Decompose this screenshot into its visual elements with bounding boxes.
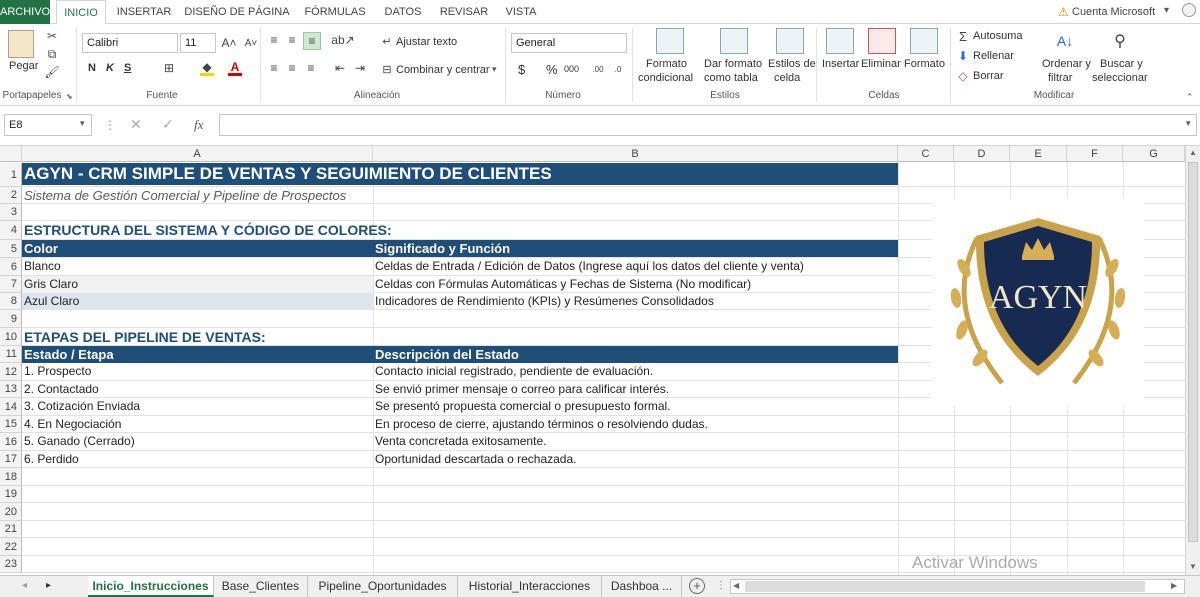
stage-description-cell: Se envió primer mensaje o correo para calificar interés. bbox=[375, 382, 670, 396]
sheet-tab-pipeline[interactable]: Pipeline_Oportunidades bbox=[308, 576, 458, 597]
paste-button[interactable]: Pegar bbox=[9, 60, 39, 72]
tab-home[interactable]: INICIO bbox=[56, 0, 106, 25]
format-table-label-2[interactable]: como tabla bbox=[704, 72, 758, 84]
sheet-tabs bbox=[0, 575, 1200, 597]
font-size-select[interactable]: 11 bbox=[180, 33, 216, 53]
percent-button[interactable]: % bbox=[546, 62, 558, 77]
group-clipboard: Portapapeles bbox=[2, 90, 62, 101]
borders-icon[interactable]: ⊞ bbox=[163, 61, 175, 75]
row-header[interactable]: 14 bbox=[0, 398, 22, 416]
scroll-right-icon[interactable]: ▶ bbox=[1171, 581, 1178, 590]
delete-cells-button[interactable]: Eliminar bbox=[861, 58, 901, 70]
format-cells-icon[interactable] bbox=[910, 28, 938, 54]
cancel-icon[interactable]: ✕ bbox=[130, 116, 142, 132]
eraser-icon[interactable]: ◇ bbox=[958, 69, 968, 83]
scroll-left-icon[interactable]: ◀ bbox=[733, 581, 740, 590]
find-label-1[interactable]: Buscar y bbox=[1100, 58, 1143, 70]
row-header[interactable]: 10 bbox=[0, 328, 22, 346]
stage-name-cell: 6. Perdido bbox=[24, 452, 79, 466]
row-header[interactable]: 18 bbox=[0, 468, 22, 486]
row-header[interactable]: 12 bbox=[0, 363, 22, 381]
account-link[interactable]: Cuenta Microsoft bbox=[1072, 6, 1156, 18]
dialog-launcher-icon[interactable]: ⬊ bbox=[66, 92, 73, 101]
sheet-tab-clients[interactable]: Base_Clientes bbox=[214, 576, 308, 597]
tab-data[interactable]: DATOS bbox=[384, 6, 422, 18]
row-header[interactable]: 11 bbox=[0, 346, 22, 363]
chevron-down-icon[interactable]: ▾ bbox=[80, 118, 85, 128]
tab-insert[interactable]: INSERTAR bbox=[116, 6, 172, 18]
tab-review[interactable]: REVISAR bbox=[439, 6, 489, 18]
format-cells-button[interactable]: Formato bbox=[904, 58, 945, 70]
format-table-label-1[interactable]: Dar formato bbox=[704, 58, 763, 70]
avatar[interactable] bbox=[1182, 3, 1196, 17]
font-name-select[interactable]: Calibri bbox=[82, 33, 178, 53]
clear-button[interactable]: Borrar bbox=[973, 70, 1004, 82]
tab-formulas[interactable]: FÓRMULAS bbox=[304, 6, 366, 18]
align-middle-icon[interactable]: ≡ bbox=[288, 33, 296, 47]
fill-button[interactable]: Rellenar bbox=[973, 50, 1014, 62]
grow-font-icon[interactable]: A˄ bbox=[221, 36, 237, 50]
cell-styles-icon[interactable] bbox=[776, 28, 804, 54]
color-name-cell: Blanco bbox=[22, 258, 373, 275]
sheet-tab-dashboard[interactable]: Dashboa ... bbox=[602, 576, 682, 597]
conditional-format-icon[interactable] bbox=[656, 28, 684, 54]
stage-name-cell: 1. Prospecto bbox=[24, 364, 92, 378]
stage-description-cell: Contacto inicial registrado, pendiente de evaluación. bbox=[375, 364, 654, 378]
stage-description-cell: En proceso de cierre, ajustando términos o resolviendo dudas. bbox=[375, 417, 708, 431]
color-meaning-cell: Celdas de Entrada / Edición de Datos (Ingrese aquí los datos del cliente y venta) bbox=[375, 259, 804, 273]
binoculars-icon[interactable]: ⚲ bbox=[1114, 33, 1126, 50]
cond-format-label-2[interactable]: condicional bbox=[638, 72, 694, 84]
collapse-ribbon-icon[interactable]: ⌃ bbox=[1186, 92, 1194, 102]
row-header[interactable]: 17 bbox=[0, 451, 22, 468]
row-header[interactable]: 19 bbox=[0, 486, 22, 503]
color-meaning-cell: Celdas con Fórmulas Automáticas y Fechas de Sistema (No modificar) bbox=[375, 277, 752, 291]
wrap-text-icon[interactable]: ↵ bbox=[382, 35, 392, 48]
vertical-scrollbar[interactable] bbox=[1185, 146, 1200, 575]
row-header[interactable]: 4 bbox=[0, 221, 22, 240]
horizontal-scrollbar[interactable] bbox=[730, 579, 1185, 594]
row-header[interactable]: 5 bbox=[0, 240, 22, 258]
activation-watermark: Activar Windows bbox=[912, 553, 1038, 572]
stage-name-cell: 2. Contactado bbox=[24, 382, 99, 396]
cond-format-label-1[interactable]: Formato bbox=[646, 58, 687, 70]
ribbon bbox=[0, 24, 1200, 106]
more-icon: ⋮ bbox=[104, 118, 116, 132]
increase-indent-icon[interactable]: ⇥ bbox=[354, 61, 366, 75]
table-header-color: Color bbox=[22, 240, 373, 257]
color-name-cell: Gris Claro bbox=[22, 276, 373, 293]
row-header[interactable]: 3 bbox=[0, 204, 22, 221]
stage-description-cell: Venta concretada exitosamente. bbox=[375, 434, 547, 448]
stage-name-cell: 4. En Negociación bbox=[24, 417, 122, 431]
column-header-c[interactable]: C bbox=[898, 146, 954, 162]
stage-name-cell: 5. Ganado (Cerrado) bbox=[24, 434, 135, 448]
expand-formula-icon[interactable]: ▾ bbox=[1186, 118, 1191, 128]
row-header[interactable]: 23 bbox=[0, 556, 22, 573]
table-header-meaning: Significado y Función bbox=[373, 240, 898, 257]
decrease-indent-icon[interactable]: ⇤ bbox=[334, 61, 346, 75]
align-left-icon[interactable]: ≡ bbox=[270, 61, 278, 75]
merge-icon[interactable]: ⊟ bbox=[382, 63, 392, 76]
sheet-tab-history[interactable]: Historial_Interacciones bbox=[458, 576, 602, 597]
align-center-icon[interactable]: ≡ bbox=[288, 61, 296, 75]
sum-icon[interactable]: Σ bbox=[958, 28, 968, 44]
prev-sheet-icon[interactable]: ◂ bbox=[22, 580, 28, 591]
underline-button[interactable]: S bbox=[124, 62, 132, 74]
scroll-up-icon[interactable]: ▲ bbox=[1189, 148, 1197, 157]
fill-icon[interactable]: ⬇ bbox=[957, 49, 969, 63]
column-header-d[interactable]: D bbox=[954, 146, 1010, 162]
tab-view[interactable]: VISTA bbox=[505, 6, 537, 18]
formula-bar bbox=[0, 106, 1200, 146]
row-header[interactable]: 6 bbox=[0, 258, 22, 276]
name-box[interactable]: E8 bbox=[4, 114, 92, 136]
currency-button[interactable]: $ bbox=[518, 62, 526, 77]
tab-page-layout[interactable]: DISEÑO DE PÁGINA bbox=[184, 6, 290, 18]
section-color-code: ESTRUCTURA DEL SISTEMA Y CÓDIGO DE COLORES: bbox=[24, 222, 392, 238]
table-header-stage: Estado / Etapa bbox=[22, 346, 373, 363]
cut-icon[interactable]: ✂ bbox=[46, 29, 58, 43]
number-format-select[interactable]: General bbox=[511, 33, 627, 53]
cell-styles-label-1[interactable]: Estilos de bbox=[768, 58, 816, 70]
select-all[interactable] bbox=[0, 146, 22, 162]
logo[interactable] bbox=[932, 198, 1144, 406]
column-header-g[interactable]: G bbox=[1123, 146, 1185, 162]
row-header[interactable]: 2 bbox=[0, 187, 22, 204]
align-right-icon[interactable]: ≡ bbox=[307, 61, 315, 75]
group-alignment: Alineación bbox=[353, 90, 401, 101]
decrease-decimal-icon[interactable]: .0 bbox=[614, 64, 622, 74]
logo-text: AGYN bbox=[988, 279, 1088, 316]
insert-cells-button[interactable]: Insertar bbox=[822, 58, 860, 70]
group-modify: Modificar bbox=[1033, 90, 1075, 101]
row-header[interactable]: 1 bbox=[0, 163, 22, 187]
group-font: Fuente bbox=[146, 90, 178, 101]
align-bottom-icon[interactable]: ≡ bbox=[303, 32, 321, 50]
scroll-thumb[interactable] bbox=[1188, 162, 1198, 542]
enter-icon[interactable]: ✓ bbox=[162, 116, 174, 132]
stage-name-cell: 3. Cotización Enviada bbox=[24, 399, 141, 413]
row-header[interactable]: 9 bbox=[0, 310, 22, 328]
autosum-button[interactable]: Autosuma bbox=[973, 30, 1023, 42]
italic-button[interactable]: K bbox=[106, 62, 114, 74]
gridline bbox=[898, 162, 899, 575]
insert-cells-icon[interactable] bbox=[826, 28, 854, 54]
section-pipeline: ETAPAS DEL PIPELINE DE VENTAS: bbox=[24, 329, 266, 345]
more-sheets-icon[interactable]: ⋮ bbox=[716, 580, 726, 591]
column-header-f[interactable]: F bbox=[1067, 146, 1123, 162]
format-table-icon[interactable] bbox=[720, 28, 748, 54]
row-header[interactable]: 16 bbox=[0, 433, 22, 451]
align-top-icon[interactable]: ≡ bbox=[270, 33, 278, 47]
delete-cells-icon[interactable] bbox=[868, 28, 896, 54]
row-header[interactable]: 21 bbox=[0, 521, 22, 538]
add-sheet-icon[interactable]: + bbox=[689, 578, 705, 594]
scroll-down-icon[interactable]: ▼ bbox=[1189, 562, 1197, 571]
copy-icon[interactable]: ⧉ bbox=[47, 46, 57, 61]
wrap-text-button[interactable]: Ajustar texto bbox=[396, 36, 458, 48]
chevron-down-icon[interactable]: ▾ bbox=[1164, 5, 1170, 16]
insert-function-icon[interactable]: fx bbox=[194, 117, 204, 132]
stage-description-cell: Se presentó propuesta comercial o presupuesto formal. bbox=[375, 399, 671, 413]
column-header-b[interactable]: B bbox=[373, 146, 898, 162]
column-header-e[interactable]: E bbox=[1010, 146, 1067, 162]
cell-styles-label-2[interactable]: celda bbox=[774, 72, 801, 84]
sort-filter-icon[interactable]: A↓ bbox=[1056, 33, 1074, 49]
color-name-cell: Azul Claro bbox=[22, 293, 373, 310]
hscroll-thumb[interactable] bbox=[745, 581, 1145, 592]
fill-color-icon[interactable]: ◆ bbox=[200, 60, 214, 76]
chevron-down-icon[interactable]: ▾ bbox=[492, 64, 497, 74]
group-number: Número bbox=[545, 90, 581, 101]
warning-icon: ⚠ bbox=[1058, 5, 1069, 19]
row-header[interactable]: 15 bbox=[0, 416, 22, 433]
paste-icon[interactable] bbox=[8, 30, 34, 58]
row-header[interactable]: 22 bbox=[0, 538, 22, 556]
tab-file[interactable]: ARCHIVO bbox=[0, 0, 50, 24]
stage-description-cell: Oportunidad descartada o rechazada. bbox=[375, 452, 577, 466]
shrink-font-icon[interactable]: A˅ bbox=[244, 37, 258, 49]
sheet-subtitle: Sistema de Gestión Comercial y Pipeline de Prospectos bbox=[24, 188, 347, 203]
merge-center-button[interactable]: Combinar y centrar bbox=[396, 64, 490, 76]
next-sheet-icon[interactable]: ▸ bbox=[46, 580, 52, 591]
group-cells: Celdas bbox=[868, 90, 900, 101]
increase-decimal-icon[interactable]: .00 bbox=[592, 64, 604, 74]
sort-label-2[interactable]: filtrar bbox=[1048, 72, 1073, 84]
ribbon-tabs bbox=[0, 0, 1200, 24]
table-header-description: Descripción del Estado bbox=[373, 346, 898, 363]
group-styles: Estilos bbox=[710, 90, 740, 101]
sheet-tab-instructions[interactable]: Inicio_Instrucciones bbox=[88, 576, 214, 597]
color-meaning-cell: Indicadores de Rendimiento (KPIs) y Resúmenes Consolidados bbox=[375, 294, 714, 308]
find-label-2[interactable]: seleccionar bbox=[1092, 72, 1148, 84]
row-header[interactable]: 8 bbox=[0, 293, 22, 310]
font-color-icon[interactable]: A bbox=[228, 60, 242, 76]
worksheet-grid[interactable] bbox=[0, 146, 1185, 575]
bold-button[interactable]: N bbox=[88, 62, 96, 74]
column-header-a[interactable]: A bbox=[22, 146, 373, 162]
sheet-title: AGYN - CRM SIMPLE DE VENTAS Y SEGUIMIENTO DE CLIENTES bbox=[22, 163, 898, 185]
row-header[interactable]: 7 bbox=[0, 276, 22, 293]
row-header[interactable]: 13 bbox=[0, 381, 22, 398]
formula-input[interactable] bbox=[219, 114, 1197, 136]
orientation-icon[interactable]: ab↗ bbox=[331, 33, 355, 47]
format-painter-icon[interactable]: 🖌 bbox=[44, 65, 60, 79]
thousands-button[interactable]: 000 bbox=[564, 64, 580, 74]
sort-label-1[interactable]: Ordenar y bbox=[1042, 58, 1091, 70]
row-header[interactable]: 20 bbox=[0, 503, 22, 521]
